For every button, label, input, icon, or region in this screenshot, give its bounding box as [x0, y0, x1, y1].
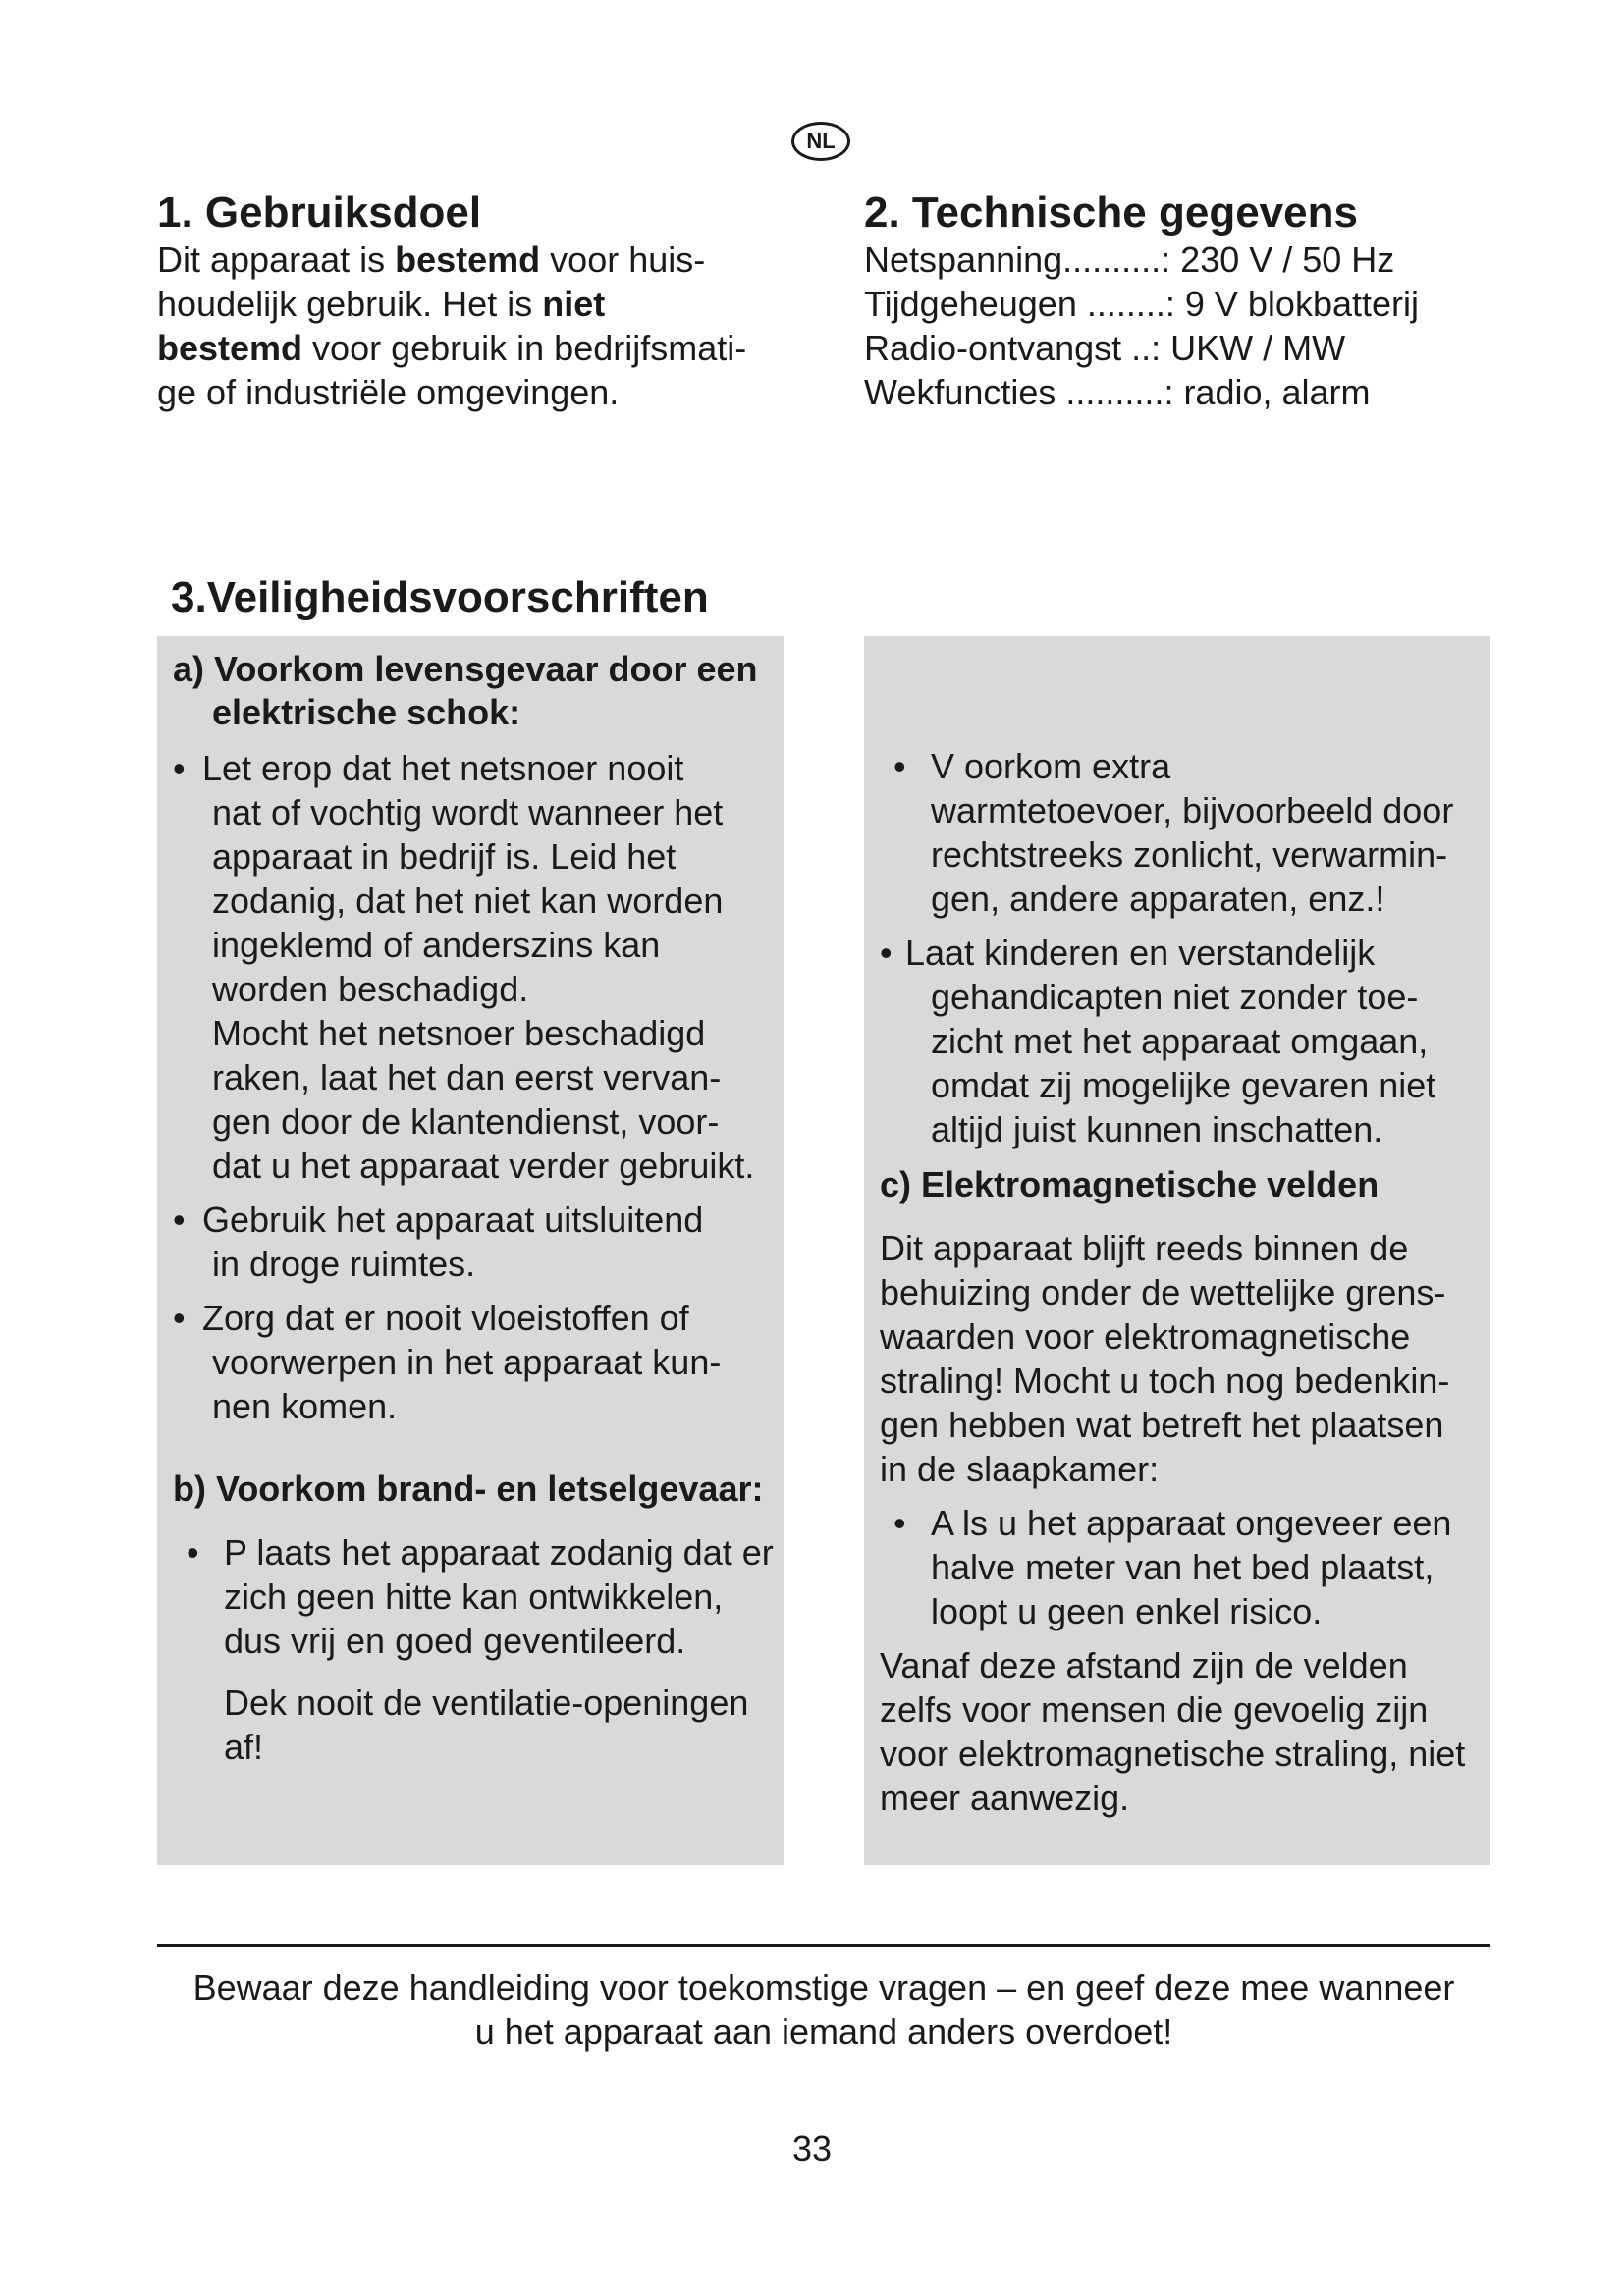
paragraph: Dit apparaat blijft reeds binnen de behuizing onder de wettelijke grens- waarden voor elektromagnetische straling! Mocht u toch nog bedenkin- gen hebben wat betreft het plaatsen in de slaapkamer: [880, 1228, 1450, 1489]
spec-row: Tijdgeheugen ........: 9 V blokbatterij [864, 284, 1419, 324]
spec-row: Netspanning..........: 230 V / 50 Hz [864, 240, 1395, 280]
spec-row: Radio-ontvangst ..: UKW / MW [864, 328, 1346, 368]
safety-left-content [173, 648, 821, 1769]
spec-list [864, 238, 1512, 414]
bullet-item: • Let erop dat het netsnoer nooit nat of vochtig wordt wanneer het apparaat in bedrijf is. Leid het zodanig, dat het niet kan worden ingeklemd of anderszins kan worden beschadigd. Mocht het netsnoer beschadigd raken, laat het dan eerst vervan- gen door de klantendienst, voor- dat u het apparaat verder gebruikt. [173, 748, 755, 1186]
paragraph: Vanaf deze afstand zijn de velden zelfs voor mensen die gevoelig zijn voor elektromagnetische straling, niet meer aanwezig. [880, 1645, 1466, 1818]
divider [157, 1944, 1490, 1947]
subheading-a: a) Voorkom levensgevaar door een elektrische schok: [173, 649, 758, 732]
section-title: 2. Technische gegevens [864, 188, 1358, 237]
section-title-veiligheid: 3.Veiligheidsvoorschriften [171, 573, 709, 621]
bullet-item: • Zorg dat er nooit vloeistoffen of voorwerpen in het apparaat kun- nen komen. [173, 1298, 722, 1426]
section-technische-gegevens [864, 188, 1512, 414]
paragraph: Dek nooit de ventilatie-openingen af! [224, 1682, 749, 1767]
section-title: 1. Gebruiksdoel [157, 188, 482, 237]
safety-right-content [880, 744, 1498, 1820]
bullet-item: • V oorkom extra warmtetoevoer, bijvoorbeeld door rechtstreeks zonlicht, verwarmin- gen, andere apparaten, enz.! [893, 746, 1454, 919]
subheading-b: b) Voorkom brand- en letselgevaar: [173, 1468, 764, 1509]
bullet-item: • Gebruik het apparaat uitsluitend in droge ruimtes. [173, 1200, 704, 1284]
language-badge: NL [791, 122, 850, 161]
spec-row: Wekfuncties ..........: radio, alarm [864, 372, 1371, 412]
bullet-item: • Laat kinderen en verstandelijk gehandicapten niet zonder toe- zicht met het apparaat omgaan, omdat zij mogelijke gevaren niet altijd juist kunnen inschatten. [880, 933, 1436, 1149]
subheading-c: c) Elektromagnetische velden [880, 1164, 1380, 1204]
bullet-item: • P laats het apparaat zodanig dat er zich geen hitte kan ontwikkelen, dus vrij en goed geventileerd. [187, 1532, 774, 1661]
section-gebruiksdoel [157, 188, 805, 414]
page-number: 33 [791, 2128, 833, 2168]
footer-note: Bewaar deze handleiding voor toekomstige vragen – en geef deze mee wanneer u het apparaat aan iemand anders overdoet! [192, 1967, 1455, 2052]
bullet-item: • A ls u het apparaat ongeveer een halve meter van het bed plaatst, loopt u geen enkel risico. [893, 1503, 1452, 1631]
section-body: Dit apparaat is bestemd voor huis- houdelijk gebruik. Het is niet bestemd voor gebruik in bedrijfsmati- ge of industriële omgevingen. [157, 240, 747, 412]
